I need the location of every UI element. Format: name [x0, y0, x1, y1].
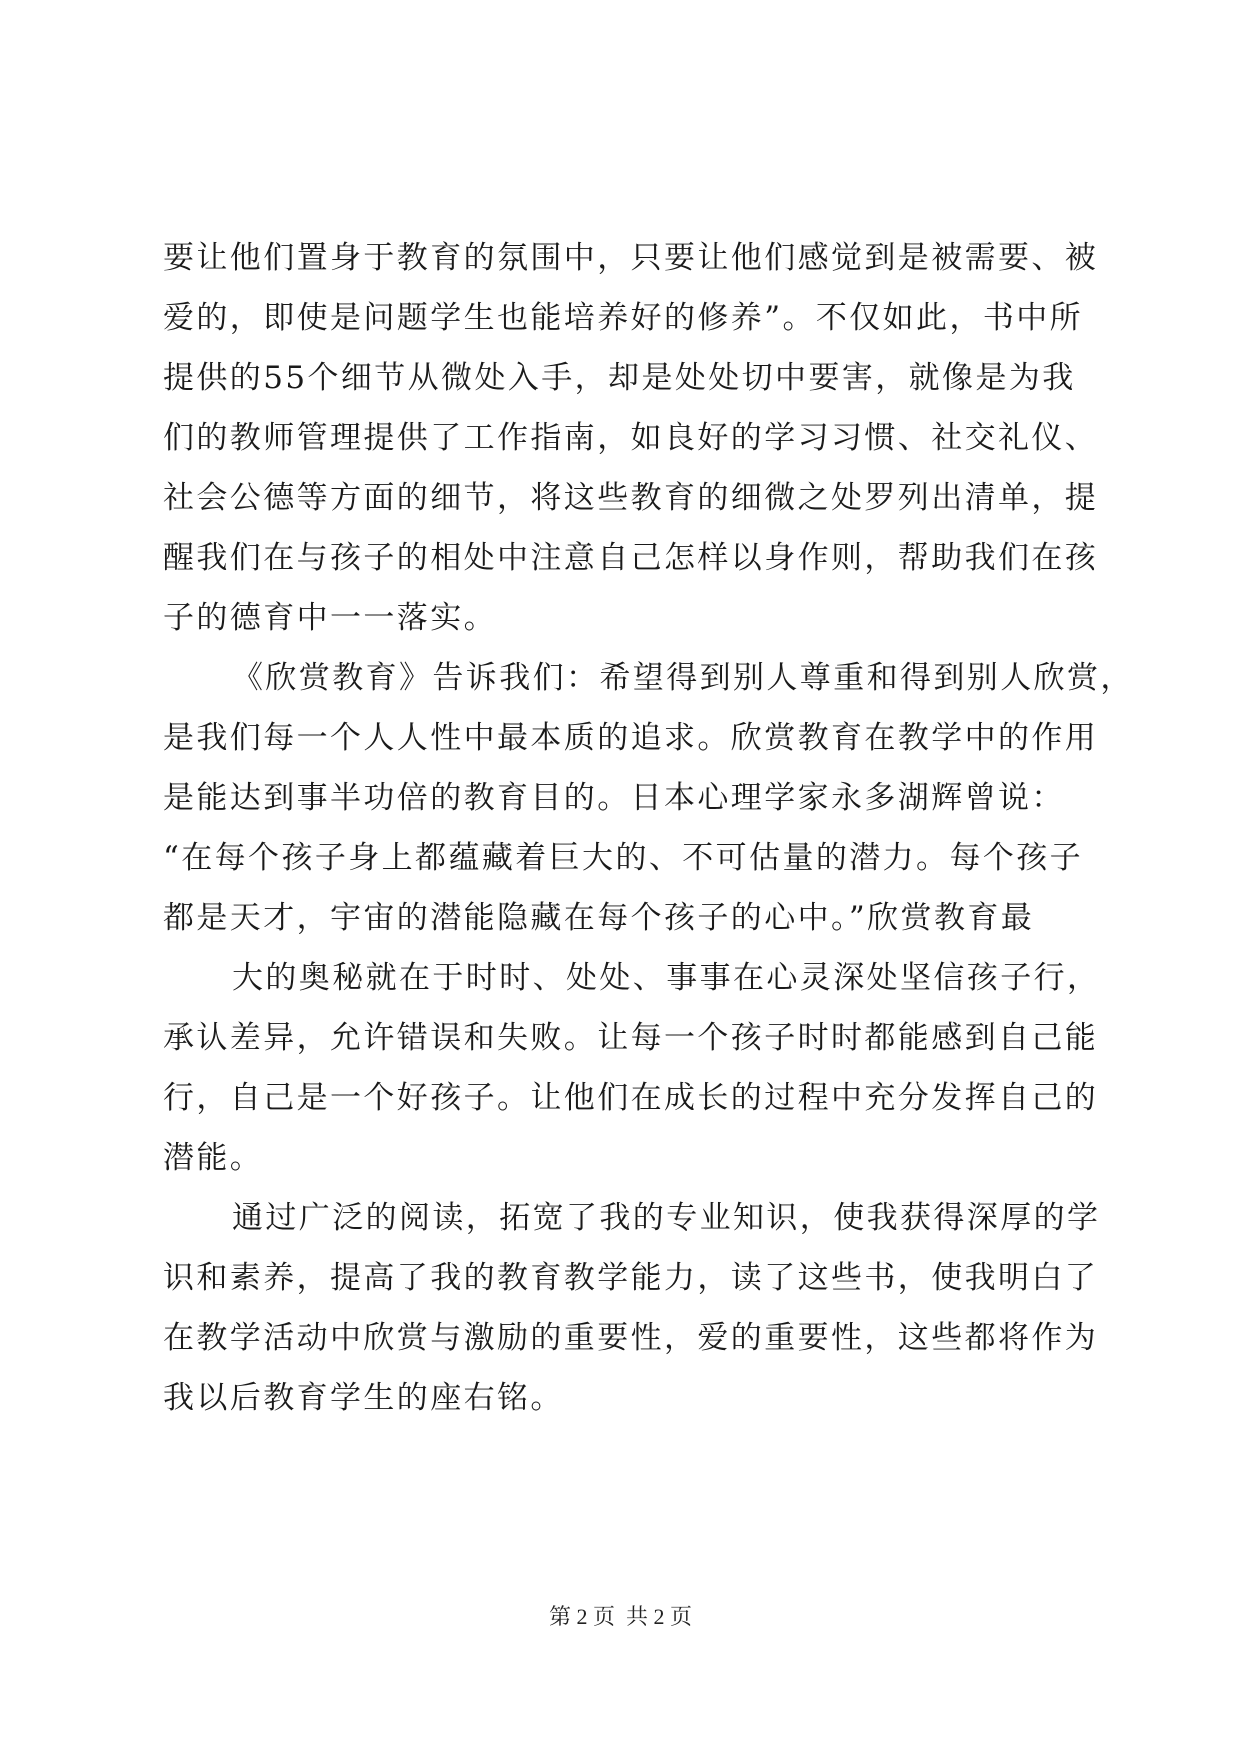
text-line: 都是天才，宇宙的潜能隐藏在每个孩子的心中。”欣赏教育最: [163, 900, 1035, 936]
text-line: 我以后教育学生的座右铭。: [163, 1380, 564, 1416]
text-line: 识和素养，提高了我的教育教学能力，读了这些书，使我明白了: [163, 1260, 1099, 1296]
page-number-label: 第 2 页 共 2 页: [548, 1604, 692, 1629]
paragraph-4: [163, 1188, 1101, 1428]
text-line: 是能达到事半功倍的教育目的。日本心理学家永多湖辉曾说：: [163, 780, 1065, 816]
paragraph-1: [163, 228, 1099, 648]
text-line: 潜能。: [163, 1140, 264, 1176]
text-line: 大的奥秘就在于时时、处处、事事在心灵深处坚信孩子行，: [232, 960, 1101, 996]
text-line: 要让他们置身于教育的氛围中，只要让他们感觉到是被需要、被: [163, 240, 1099, 276]
paragraph-2: [163, 648, 1134, 948]
page-footer: [0, 1600, 1241, 1631]
text-line: 醒我们在与孩子的相处中注意自己怎样以身作则，帮助我们在孩: [163, 540, 1099, 576]
text-line: 通过广泛的阅读，拓宽了我的专业知识，使我获得深厚的学: [232, 1200, 1101, 1236]
text-line: 是我们每一个人人性中最本质的追求。欣赏教育在教学中的作用: [163, 720, 1099, 756]
paragraph-3: [163, 948, 1101, 1188]
text-line: 爱的，即使是问题学生也能培养好的修养”。不仅如此，书中所: [163, 300, 1084, 336]
text-line: 行，自己是一个好孩子。让他们在成长的过程中充分发挥自己的: [163, 1080, 1099, 1116]
text-line: “在每个孩子身上都蕴藏着巨大的、不可估量的潜力。每个孩子: [163, 840, 1084, 876]
text-line: 提供的55个细节从微处入手，却是处处切中要害，就像是为我: [163, 360, 1076, 396]
text-line: 《欣赏教育》告诉我们：希望得到别人尊重和得到别人欣赏，: [232, 660, 1134, 696]
text-line: 承认差异，允许错误和失败。让每一个孩子时时都能感到自己能: [163, 1020, 1099, 1056]
document-body: [163, 228, 1134, 1428]
text-line: 在教学活动中欣赏与激励的重要性，爱的重要性，这些都将作为: [163, 1320, 1099, 1356]
text-line: 子的德育中一一落实。: [163, 600, 497, 636]
text-line: 社会公德等方面的细节，将这些教育的细微之处罗列出清单，提: [163, 480, 1099, 516]
text-line: 们的教师管理提供了工作指南，如良好的学习习惯、社交礼仪、: [163, 420, 1099, 456]
